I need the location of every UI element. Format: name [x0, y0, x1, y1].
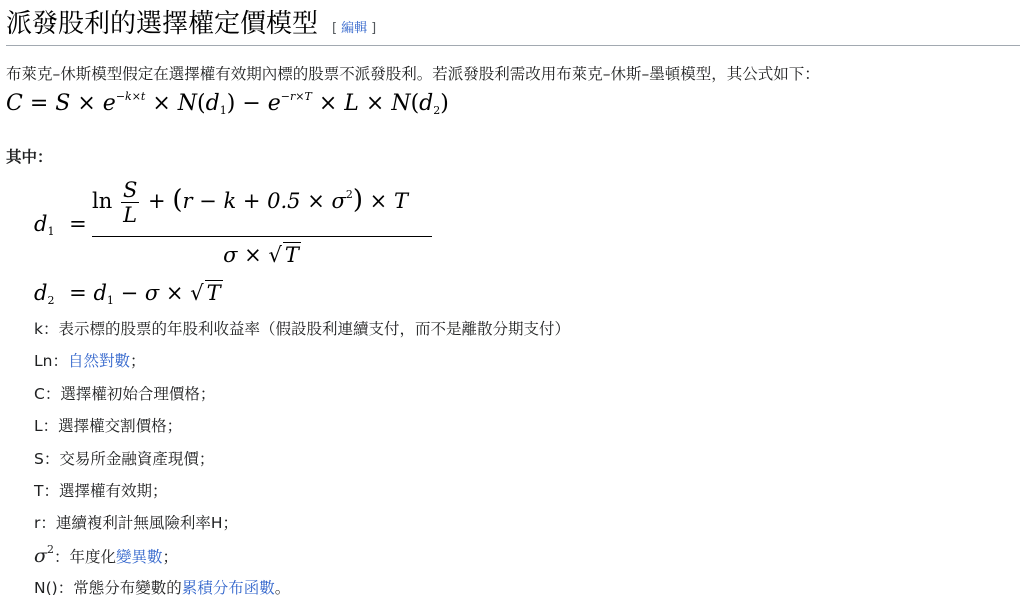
edit-bracket-close: ] [371, 21, 377, 36]
edit-section [332, 17, 376, 36]
edit-link[interactable]: 編輯 [341, 21, 368, 36]
d1-numerator: ln $\frac{S}{L}$ + $(r - k + 0.5 \times \sigma^2) \times T$ [92, 178, 408, 227]
s-over-l-fraction: $\frac{S}{L}$ [122, 178, 138, 227]
formula-d2: $d_2 = d_1 - \sigma$ × √ T [34, 281, 221, 307]
definition-s: S：交易所金融資產現價； [34, 449, 215, 468]
page-title: 派發股利的選擇權定價模型 [6, 9, 319, 39]
variance-link[interactable]: 變異數 [116, 547, 163, 566]
definition-r: r：連續複利計無風險利率H； [34, 514, 239, 533]
definition-n: N()：常態分布變數的累積分布函數。 [34, 579, 291, 598]
definition-t: T：選擇權有效期； [34, 481, 168, 500]
definition-k: k：表示標的股票的年股利收益率（假設股利連續支付，而不是離散分期支付） [34, 320, 570, 338]
intro-paragraph: 布萊克–休斯模型假定在選擇權有效期內標的股票不派發股利。若派發股利需改用布萊克–休斯–墨頓模型，其公式如下： [6, 65, 820, 83]
section-heading [6, 2, 376, 46]
sigma-symbol: $\sigma^2$ [34, 542, 54, 567]
d1-denominator: σ × √ T [223, 243, 299, 267]
formula-d1 [34, 178, 414, 274]
definition-sigma: $\sigma^2$：年度化變異數； [34, 542, 179, 567]
formula-option-price: $C = S \times e^{-k\times t} \times N(d_1) - e^{-r\times T} \times L \times N(d_2)$ [6, 90, 449, 117]
definition-c: C：選擇權初始合理價格； [34, 384, 216, 403]
edit-bracket-open: [ [332, 21, 338, 36]
natural-log-link[interactable]: 自然對數 [67, 352, 130, 371]
definition-l: L：選擇權交割價格； [34, 417, 183, 436]
d1-lhs: $d_1$ = [34, 212, 87, 238]
where-label: 其中： [6, 148, 53, 166]
variable-definitions [34, 313, 570, 605]
d1-fraction-bar [92, 236, 432, 237]
heading-divider [6, 45, 1020, 46]
definition-ln: Ln：自然對數； [34, 352, 146, 371]
cdf-link[interactable]: 累積分布函數 [181, 579, 275, 598]
